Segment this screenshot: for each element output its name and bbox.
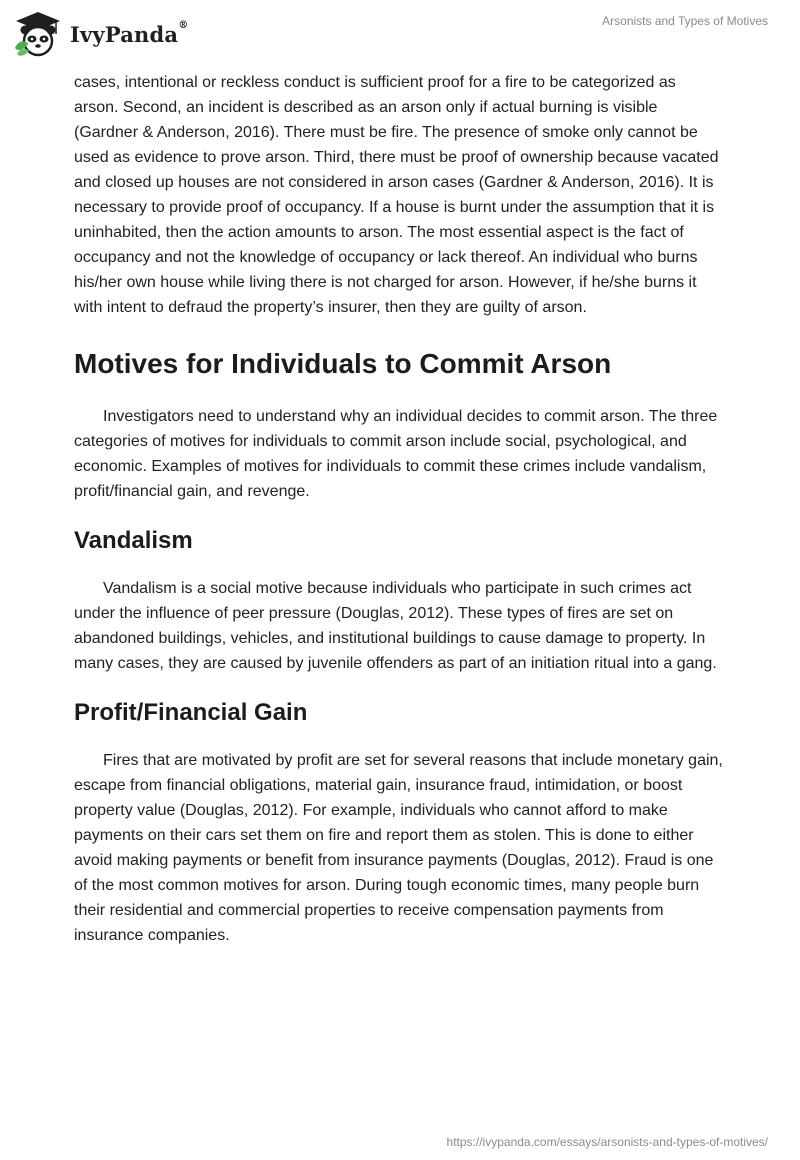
profit-paragraph: Fires that are motivated by profit are set for several reasons that include monetary gain, escape from financial obligations, material gain, insurance fraud, intimidation, or boost property value (Douglas, 2012). For example, individuals who cannot afford to make payments on their cars set them on fire and report them as stolen. This is done to either avoid making payments or benefit from insurance payments (Douglas, 2012). Fraud is one of the most common motives for arson. During tough economic times, many people burn their residential and commercial properties to receive compensation payments from insurance companies. xyxy=(74,752,723,944)
profit-heading: Profit/Financial Gain xyxy=(74,699,308,726)
page-header xyxy=(0,0,800,68)
intro-paragraph: cases, intentional or reckless conduct is sufficient proof for a fire to be categorized as arson. Second, an incident is described as an arson only if actual burning is visible (Gardner & Anderson, 2016). There must be fire. The presence of smoke only cannot be used as evidence to prove arson. Third, there must be proof of ownership because vacated and closed up houses are not considered in arson cases (Gardner & Anderson, 2016). It is necessary to provide proof of occupancy. If a house is burnt under the assumption that it is uninhabited, then the action amounts to arson. The most essential aspect is the fact of occupancy and not the knowledge of occupancy or lack thereof. An individual who burns his/her own house while living there is not charged for arson. However, if he/she burns it with intent to defraud the property’s insurer, then they are guilty of arson. xyxy=(74,74,719,316)
essay-content xyxy=(74,70,724,948)
vandalism-paragraph: Vandalism is a social motive because individuals who participate in such crimes act under the influence of peer pressure (Douglas, 2012). These types of fires are set on abandoned buildings, vehicles, and institutional buildings to cause damage to property. In many cases, they are caused by juvenile offenders as part of an initiation ritual into a gang. xyxy=(74,580,717,672)
motives-paragraph: Investigators need to understand why an individual decides to commit arson. The three categories of motives for individuals to commit arson include social, psychological, and economic. Examples of motives for individuals to commit these crimes include vandalism, profit/financial gain, and revenge. xyxy=(74,408,718,500)
footer-url-link[interactable]: https://ivypanda.com/essays/arsonists-and-types-of-motives/ xyxy=(446,1135,768,1149)
ivypanda-logo[interactable] xyxy=(12,10,188,58)
vandalism-heading: Vandalism xyxy=(74,527,193,554)
document-title: Arsonists and Types of Motives xyxy=(602,14,768,28)
motives-heading: Motives for Individuals to Commit Arson xyxy=(74,348,612,379)
registered-mark: ® xyxy=(178,19,189,31)
panda-graduate-icon xyxy=(12,10,64,58)
brand-name: IvyPanda® xyxy=(70,19,189,47)
